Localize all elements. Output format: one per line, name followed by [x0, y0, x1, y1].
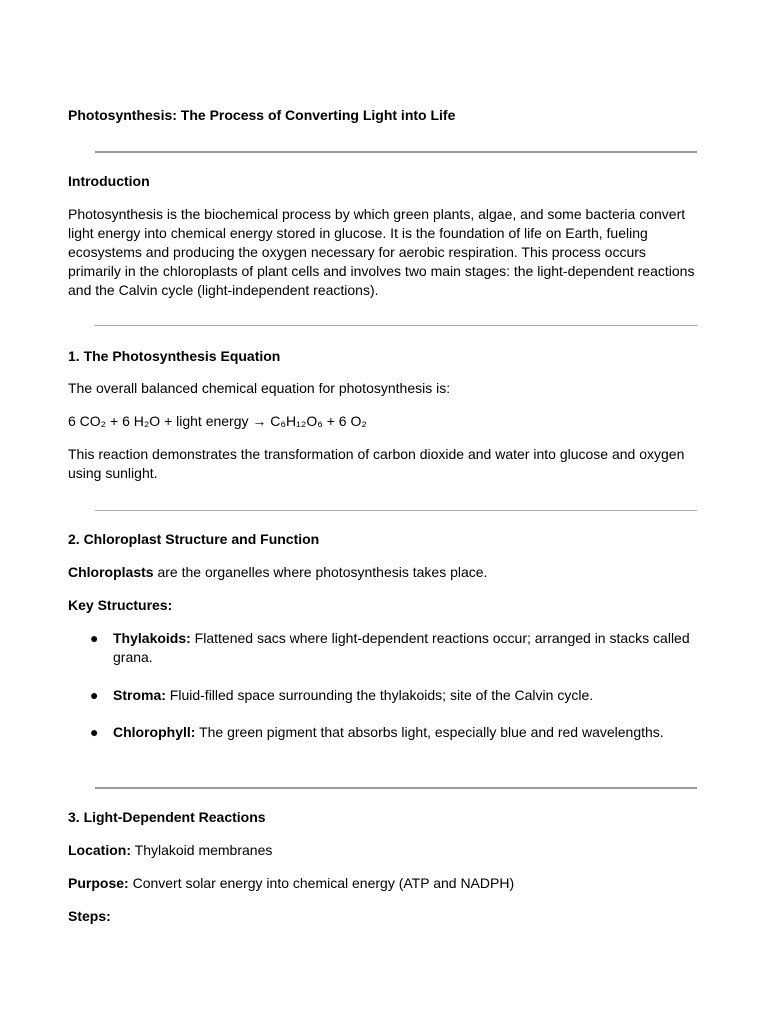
bullet-dot: ●: [90, 630, 99, 646]
list-item-chlorophyll: [113, 723, 703, 742]
location-value: Thylakoid membranes: [131, 842, 273, 858]
chloroplast-term: Chloroplasts: [68, 564, 154, 580]
chloroplast-lead: [68, 563, 700, 582]
list-item-term: Thylakoids:: [113, 630, 191, 646]
purpose-label: Purpose:: [68, 875, 129, 891]
bullet-dot: ●: [90, 687, 99, 703]
purpose-line: [68, 874, 700, 893]
bullet-dot: ●: [90, 724, 99, 740]
list-item-thylakoids: [113, 629, 703, 667]
list-item-term: Stroma:: [113, 687, 166, 703]
divider: [95, 787, 697, 789]
chemical-equation: 6 CO₂ + 6 H₂O + light energy → C₆H₁₂O₆ + 6 O₂: [68, 413, 367, 429]
steps-label: Steps:: [68, 908, 111, 924]
document-title: Photosynthesis: The Process of Converting Light into Life: [68, 107, 456, 123]
list-item-stroma: [113, 686, 703, 705]
section-heading-introduction: Introduction: [68, 173, 150, 189]
list-item-text: The green pigment that absorbs light, especially blue and red wavelengths.: [195, 724, 664, 740]
location-line: [68, 841, 700, 860]
divider: [95, 510, 697, 511]
section-heading-light-dependent: 3. Light-Dependent Reactions: [68, 809, 266, 825]
location-label: Location:: [68, 842, 131, 858]
purpose-value: Convert solar energy into chemical energy (ATP and NADPH): [128, 875, 515, 891]
section-heading-chloroplast: 2. Chloroplast Structure and Function: [68, 531, 320, 547]
equation-intro: The overall balanced chemical equation for photosynthesis is:: [68, 380, 451, 396]
equation-explanation: This reaction demonstrates the transformation of carbon dioxide and water into glucose and oxygen using sunlight.: [68, 446, 685, 481]
chloroplast-lead-text: are the organelles where photosynthesis takes place.: [153, 564, 488, 580]
section-heading-equation: 1. The Photosynthesis Equation: [68, 348, 281, 364]
divider: [95, 151, 697, 153]
list-item-text: Fluid-filled space surrounding the thylakoids; site of the Calvin cycle.: [165, 687, 594, 703]
key-structures-heading: Key Structures:: [68, 597, 173, 613]
list-item-text: Flattened sacs where light-dependent reactions occur; arranged in stacks called grana.: [113, 630, 690, 665]
divider: [95, 325, 697, 326]
introduction-paragraph: Photosynthesis is the biochemical process by which green plants, algae, and some bacteria convert light energy into chemical energy stored in glucose. It is the foundation of life on Earth, fueling ecosystems and producing the oxygen necessary for aerobic respiration. This process occurs primarily in the chloroplasts of plant cells and involves two main stages: the light-dependent reactions and the Calvin cycle (light-independent reactions).: [68, 206, 695, 298]
list-item-term: Chlorophyll:: [113, 724, 196, 740]
